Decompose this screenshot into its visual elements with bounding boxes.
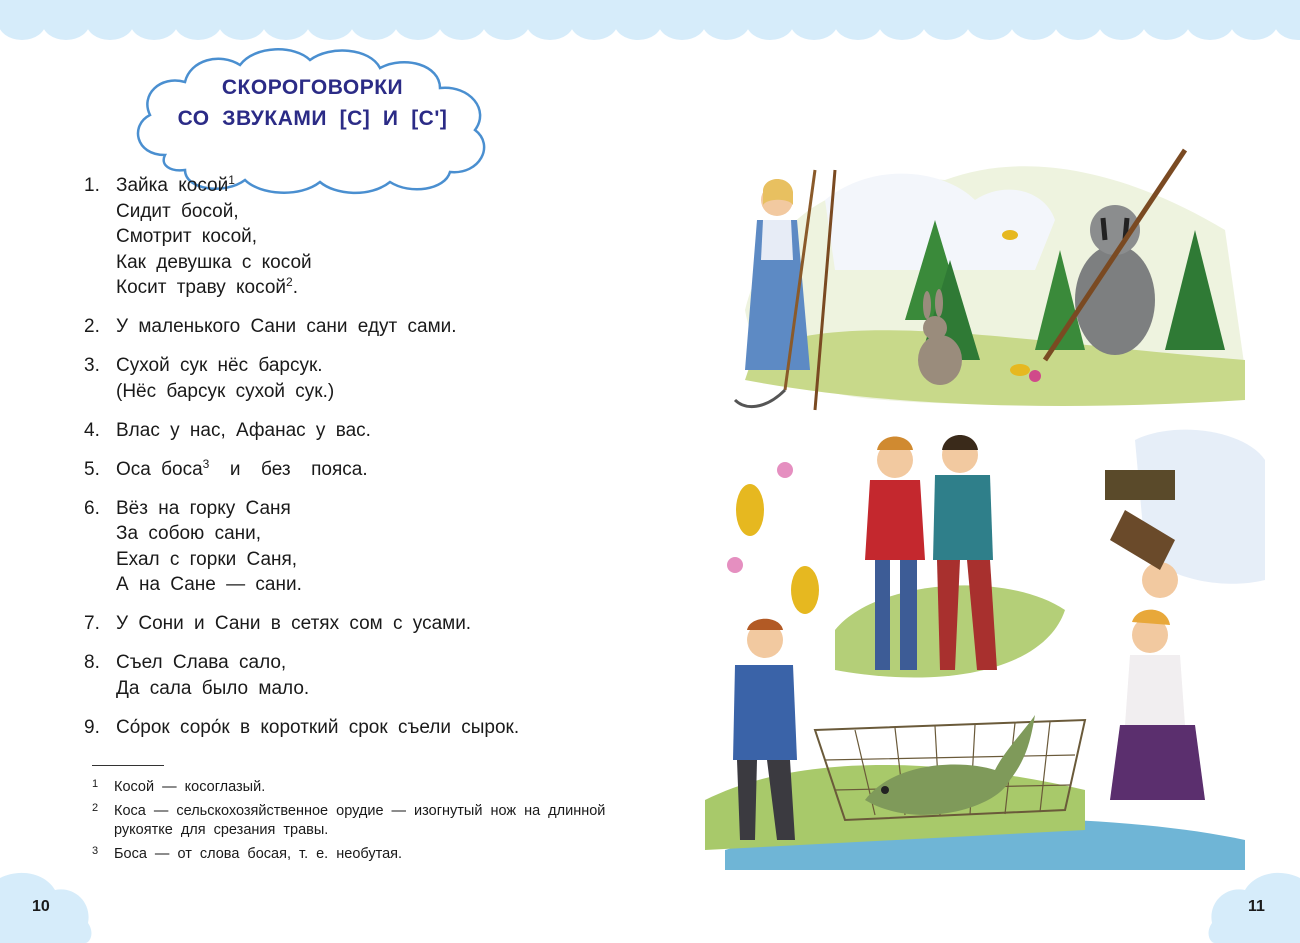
cloud-scallop bbox=[0, 4, 46, 40]
verse-line bbox=[116, 521, 644, 547]
cloud-scallop bbox=[746, 4, 794, 40]
verse-line-text: Съел Слава сало, bbox=[116, 652, 287, 673]
footnote-ref: 2 bbox=[286, 275, 293, 289]
cloud-scallop bbox=[1054, 4, 1102, 40]
verse-line bbox=[116, 173, 644, 199]
footnote bbox=[92, 802, 612, 841]
cloud-scallop bbox=[1186, 4, 1234, 40]
verse-line-text: Влас у нас, Афанас у вас. bbox=[116, 419, 371, 441]
verse-line bbox=[116, 715, 644, 741]
footnote bbox=[92, 778, 612, 798]
cloud-scallop bbox=[130, 4, 178, 40]
top-scene bbox=[735, 150, 1245, 410]
cloud-scallop bbox=[1010, 4, 1058, 40]
verse-line-tail: и без пояса. bbox=[209, 458, 368, 480]
page-number-right: 11 bbox=[1248, 898, 1265, 915]
verse-item bbox=[84, 650, 644, 701]
verse-line-text: Косит траву косой bbox=[116, 277, 287, 298]
verse-number: 9. bbox=[84, 716, 100, 738]
cloud-scallop bbox=[1098, 4, 1146, 40]
verse-line-text: За собою сани, bbox=[116, 523, 262, 544]
verse-line bbox=[116, 676, 644, 702]
verse-item bbox=[84, 611, 644, 637]
footnote-mark: 1 bbox=[92, 778, 99, 790]
verse-item bbox=[84, 496, 644, 598]
verse-line-text: У Сони и Сани в сетях сом с усами. bbox=[116, 613, 472, 634]
cloud-scallop bbox=[86, 4, 134, 40]
verse-item bbox=[84, 715, 644, 741]
cloud-scallop bbox=[878, 4, 926, 40]
verse-line bbox=[116, 379, 644, 405]
verse-line bbox=[116, 199, 644, 225]
cloud-scallop bbox=[834, 4, 882, 40]
cloud-scallop bbox=[218, 4, 266, 40]
tongue-twister-list bbox=[84, 173, 644, 754]
verse-item bbox=[84, 457, 644, 483]
footnote-mark: 2 bbox=[92, 801, 99, 814]
verse-line-text: Смотрит косой, bbox=[116, 226, 258, 247]
cloud-scallop bbox=[1230, 4, 1278, 40]
cloud-scallop bbox=[306, 4, 354, 40]
verse-line bbox=[116, 275, 644, 301]
footnote-text: Боса — от слова босая, т. е. необутая. bbox=[114, 845, 403, 862]
verse-line bbox=[116, 250, 644, 276]
verse-line-text: Со́рок соро́к в короткий срок съели сырок. bbox=[116, 716, 520, 738]
verse-line bbox=[116, 650, 644, 676]
footnotes bbox=[92, 778, 612, 868]
cloud-scallop bbox=[394, 4, 442, 40]
cloud-scallop bbox=[482, 4, 530, 40]
cloud-scallop bbox=[702, 4, 750, 40]
verse-line bbox=[116, 572, 644, 598]
verse-line-text: Сухой сук нёс барсук. bbox=[116, 355, 323, 376]
cloud-scallop bbox=[350, 4, 398, 40]
page-title bbox=[125, 72, 500, 134]
footnote-rule bbox=[92, 765, 164, 766]
folk-scene-illustration bbox=[705, 110, 1265, 870]
cloud-scallop bbox=[262, 4, 310, 40]
verse-number: 8. bbox=[84, 652, 100, 673]
verse-line-text: (Нёс барсук сухой сук.) bbox=[116, 380, 335, 402]
cloud-scallop bbox=[922, 4, 970, 40]
footnote-mark: 3 bbox=[92, 844, 99, 857]
verse-line-text: А на Сане — сани. bbox=[116, 574, 302, 595]
verse-line-tail: . bbox=[292, 277, 298, 298]
middle-scene bbox=[727, 430, 1265, 678]
verse-line bbox=[116, 611, 644, 637]
cloud-scallop bbox=[174, 4, 222, 40]
verse-number: 5. bbox=[84, 458, 100, 480]
cloud-scallop bbox=[790, 4, 838, 40]
verse-line bbox=[116, 314, 644, 340]
verse-item bbox=[84, 418, 644, 444]
verse-line-text: Вёз на горку Саня bbox=[116, 497, 291, 519]
verse-line bbox=[116, 496, 644, 522]
cloud-scallop bbox=[438, 4, 486, 40]
verse-item bbox=[84, 173, 644, 301]
footnote bbox=[92, 845, 612, 865]
verse-number: 4. bbox=[84, 419, 100, 441]
verse-line-text: У маленького Сани сани едут сами. bbox=[116, 316, 457, 337]
verse-line-text: Ехал с горки Саня, bbox=[116, 548, 298, 570]
page-number-left: 10 bbox=[32, 898, 50, 915]
footnote-text: Коса — сельскохозяйственное орудие — изогнутый нож на длинной рукоятке для срезания травы. bbox=[114, 802, 606, 838]
verse-line bbox=[116, 353, 644, 379]
verse-line bbox=[116, 547, 644, 573]
verse-line-text: Оса боса bbox=[116, 458, 203, 480]
footnote-text: Косой — косоглазый. bbox=[114, 779, 266, 795]
title-line-2: СО ЗВУКАМИ [С] И [С'] bbox=[177, 107, 448, 130]
title-line-1: СКОРОГОВОРКИ bbox=[221, 76, 404, 99]
cloud-scallop bbox=[1142, 4, 1190, 40]
cloud-scallop bbox=[966, 4, 1014, 40]
verse-line-text: Как девушка с косой bbox=[116, 251, 312, 273]
verse-line-text: Зайка косой bbox=[116, 175, 229, 196]
verse-number: 2. bbox=[84, 316, 100, 337]
footnote-ref: 1 bbox=[228, 173, 235, 187]
verse-item bbox=[84, 314, 644, 340]
verse-number: 6. bbox=[84, 497, 100, 519]
verse-line bbox=[116, 418, 644, 444]
verse-line-text: Да сала было мало. bbox=[116, 677, 310, 699]
verse-line bbox=[116, 224, 644, 250]
cloud-scallop bbox=[614, 4, 662, 40]
cloud-scallop bbox=[658, 4, 706, 40]
cloud-scallop bbox=[42, 4, 90, 40]
verse-item bbox=[84, 353, 644, 404]
verse-line-text: Сидит босой, bbox=[116, 200, 239, 222]
cloud-scallop bbox=[570, 4, 618, 40]
verse-number: 3. bbox=[84, 355, 100, 376]
verse-line bbox=[116, 457, 644, 483]
cloud-scallop bbox=[526, 4, 574, 40]
verse-number: 1. bbox=[84, 175, 100, 196]
verse-number: 7. bbox=[84, 613, 100, 634]
footnote-ref: 3 bbox=[202, 456, 210, 471]
